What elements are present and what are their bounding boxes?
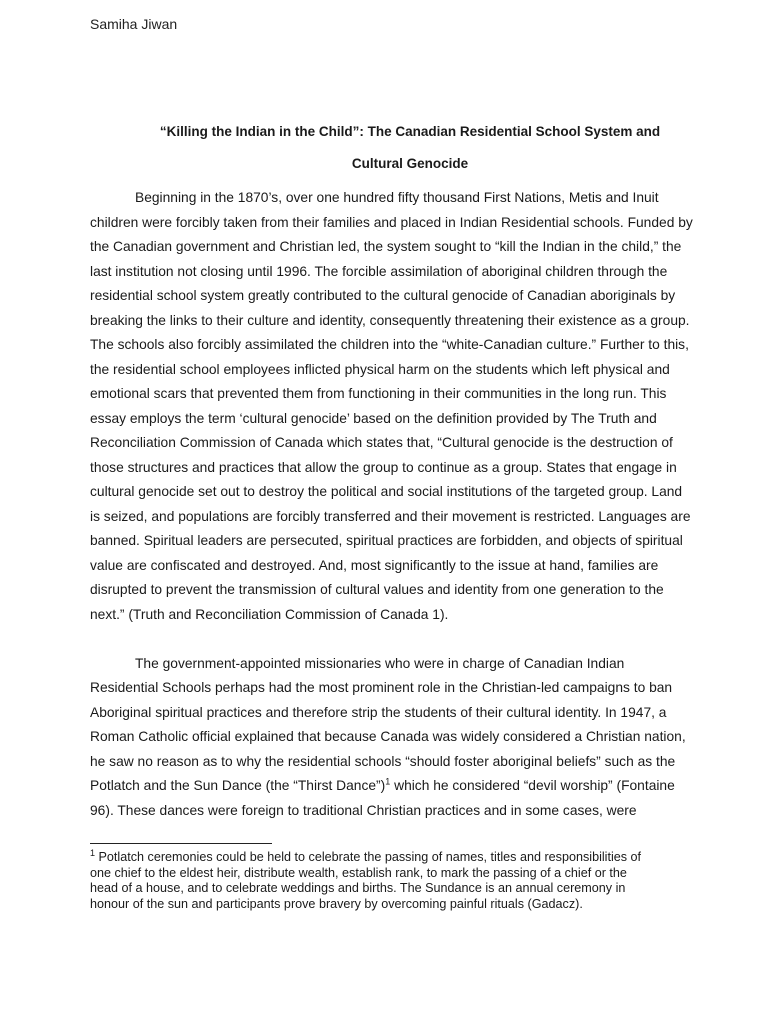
text-line: The government-appointed missionaries who were in charge of Canadian Indian: [135, 655, 625, 671]
text-line: essay employs the term ‘cultural genocide’ based on the definition provided by The Truth and: [90, 410, 657, 426]
text-segment: which he considered “devil worship” (Fontaine: [390, 778, 675, 793]
footnote-marker: 1: [90, 847, 96, 858]
text-line: 96). These dances were foreign to traditional Christian practices and in some cases, were: [90, 802, 637, 818]
footnote-line: head of a house, and to celebrate weddings and births. The Sundance is an annual ceremony in: [90, 881, 626, 895]
text-segment: Potlatch ceremonies could be held to celebrate the passing of names, titles and responsibilities of: [95, 850, 642, 864]
text-line: The schools also forcibly assimilated the children into the “white-Canadian culture.” Further to this,: [90, 337, 689, 352]
text-line: the residential school employees inflicted physical harm on the students which left physical and: [90, 361, 670, 377]
text-line: residential school system greatly contributed to the cultural genocide of Canadian aboriginals by: [90, 288, 676, 303]
paragraph-2: [90, 652, 690, 824]
title-line-1: “Killing the Indian in the Child”: The Canadian Residential School System and: [159, 124, 661, 139]
text-line: Aboriginal spiritual practices and therefore strip the students of their cultural identity. In 1947, a: [90, 704, 667, 720]
footnote-line: honour of the sun and participants prove bravery by overcoming painful rituals (Gadacz).: [90, 896, 583, 911]
paragraph-gap: [90, 627, 690, 652]
text-line: breaking the links to their culture and identity, consequently threatening their existence as a group.: [90, 312, 690, 328]
text-line: disrupted to prevent the transmission of cultural values and identity from one generation to the: [90, 582, 664, 597]
title-line-2: Cultural Genocide: [351, 156, 469, 171]
text-line: Beginning in the 1870’s, over one hundred fifty thousand First Nations, Metis and Inuit: [135, 190, 659, 205]
footnote-reference[interactable]: 1: [385, 776, 391, 787]
footnote: [90, 847, 710, 912]
text-line: is seized, and populations are forcibly transferred and their movement is restricted. Languages are: [90, 508, 691, 524]
text-line: those structures and practices that allow the group to continue as a group. States that engage in: [90, 459, 677, 475]
text-line: the Canadian government and Christian led, the system sought to “kill the Indian in the child,” the: [90, 239, 682, 254]
essay-title: [90, 116, 710, 180]
text-line: banned. Spiritual leaders are persecuted, spiritual practices are forbidden, and objects of spiritual: [90, 533, 683, 548]
text-line: he saw no reason as to why the residential schools “should foster aboriginal beliefs” such as the: [90, 753, 676, 769]
essay-body: [90, 186, 693, 823]
text-line: Residential Schools perhaps had the most prominent role in the Christian-led campaigns to ban: [90, 680, 673, 695]
text-line: Reconciliation Commission of Canada which states that, “Cultural genocide is the destruction of: [90, 435, 673, 450]
text-line: next.” (Truth and Reconciliation Commission of Canada 1).: [90, 606, 449, 622]
author-name: Samiha Jiwan: [90, 16, 178, 32]
footnote-separator: [90, 843, 272, 844]
text-segment: Potlatch and the Sun Dance (the “Thirst Dance”): [90, 778, 386, 793]
paragraph-1: [90, 186, 693, 627]
footnote-line: [90, 847, 710, 866]
text-line: emotional scars that prevented them from functioning in their communities in the long run. This: [90, 386, 667, 401]
text-line-with-footnote-ref: [90, 774, 690, 799]
text-line: value are confiscated and destroyed. And, most significantly to the issue at hand, families are: [90, 557, 659, 573]
footnote-line: one chief to the eldest heir, distribute wealth, establish rank, to mark the passing of a chief or the: [90, 865, 627, 880]
text-line: cultural genocide set out to destroy the political and social institutions of the targeted group. Land: [90, 484, 683, 499]
text-line: Roman Catholic official explained that because Canada was widely considered a Christian nation,: [90, 729, 686, 744]
text-line: last institution not closing until 1996. The forcible assimilation of aboriginal children through the: [90, 263, 668, 279]
text-line: children were forcibly taken from their families and placed in Indian Residential schools. Funded by: [90, 214, 693, 230]
